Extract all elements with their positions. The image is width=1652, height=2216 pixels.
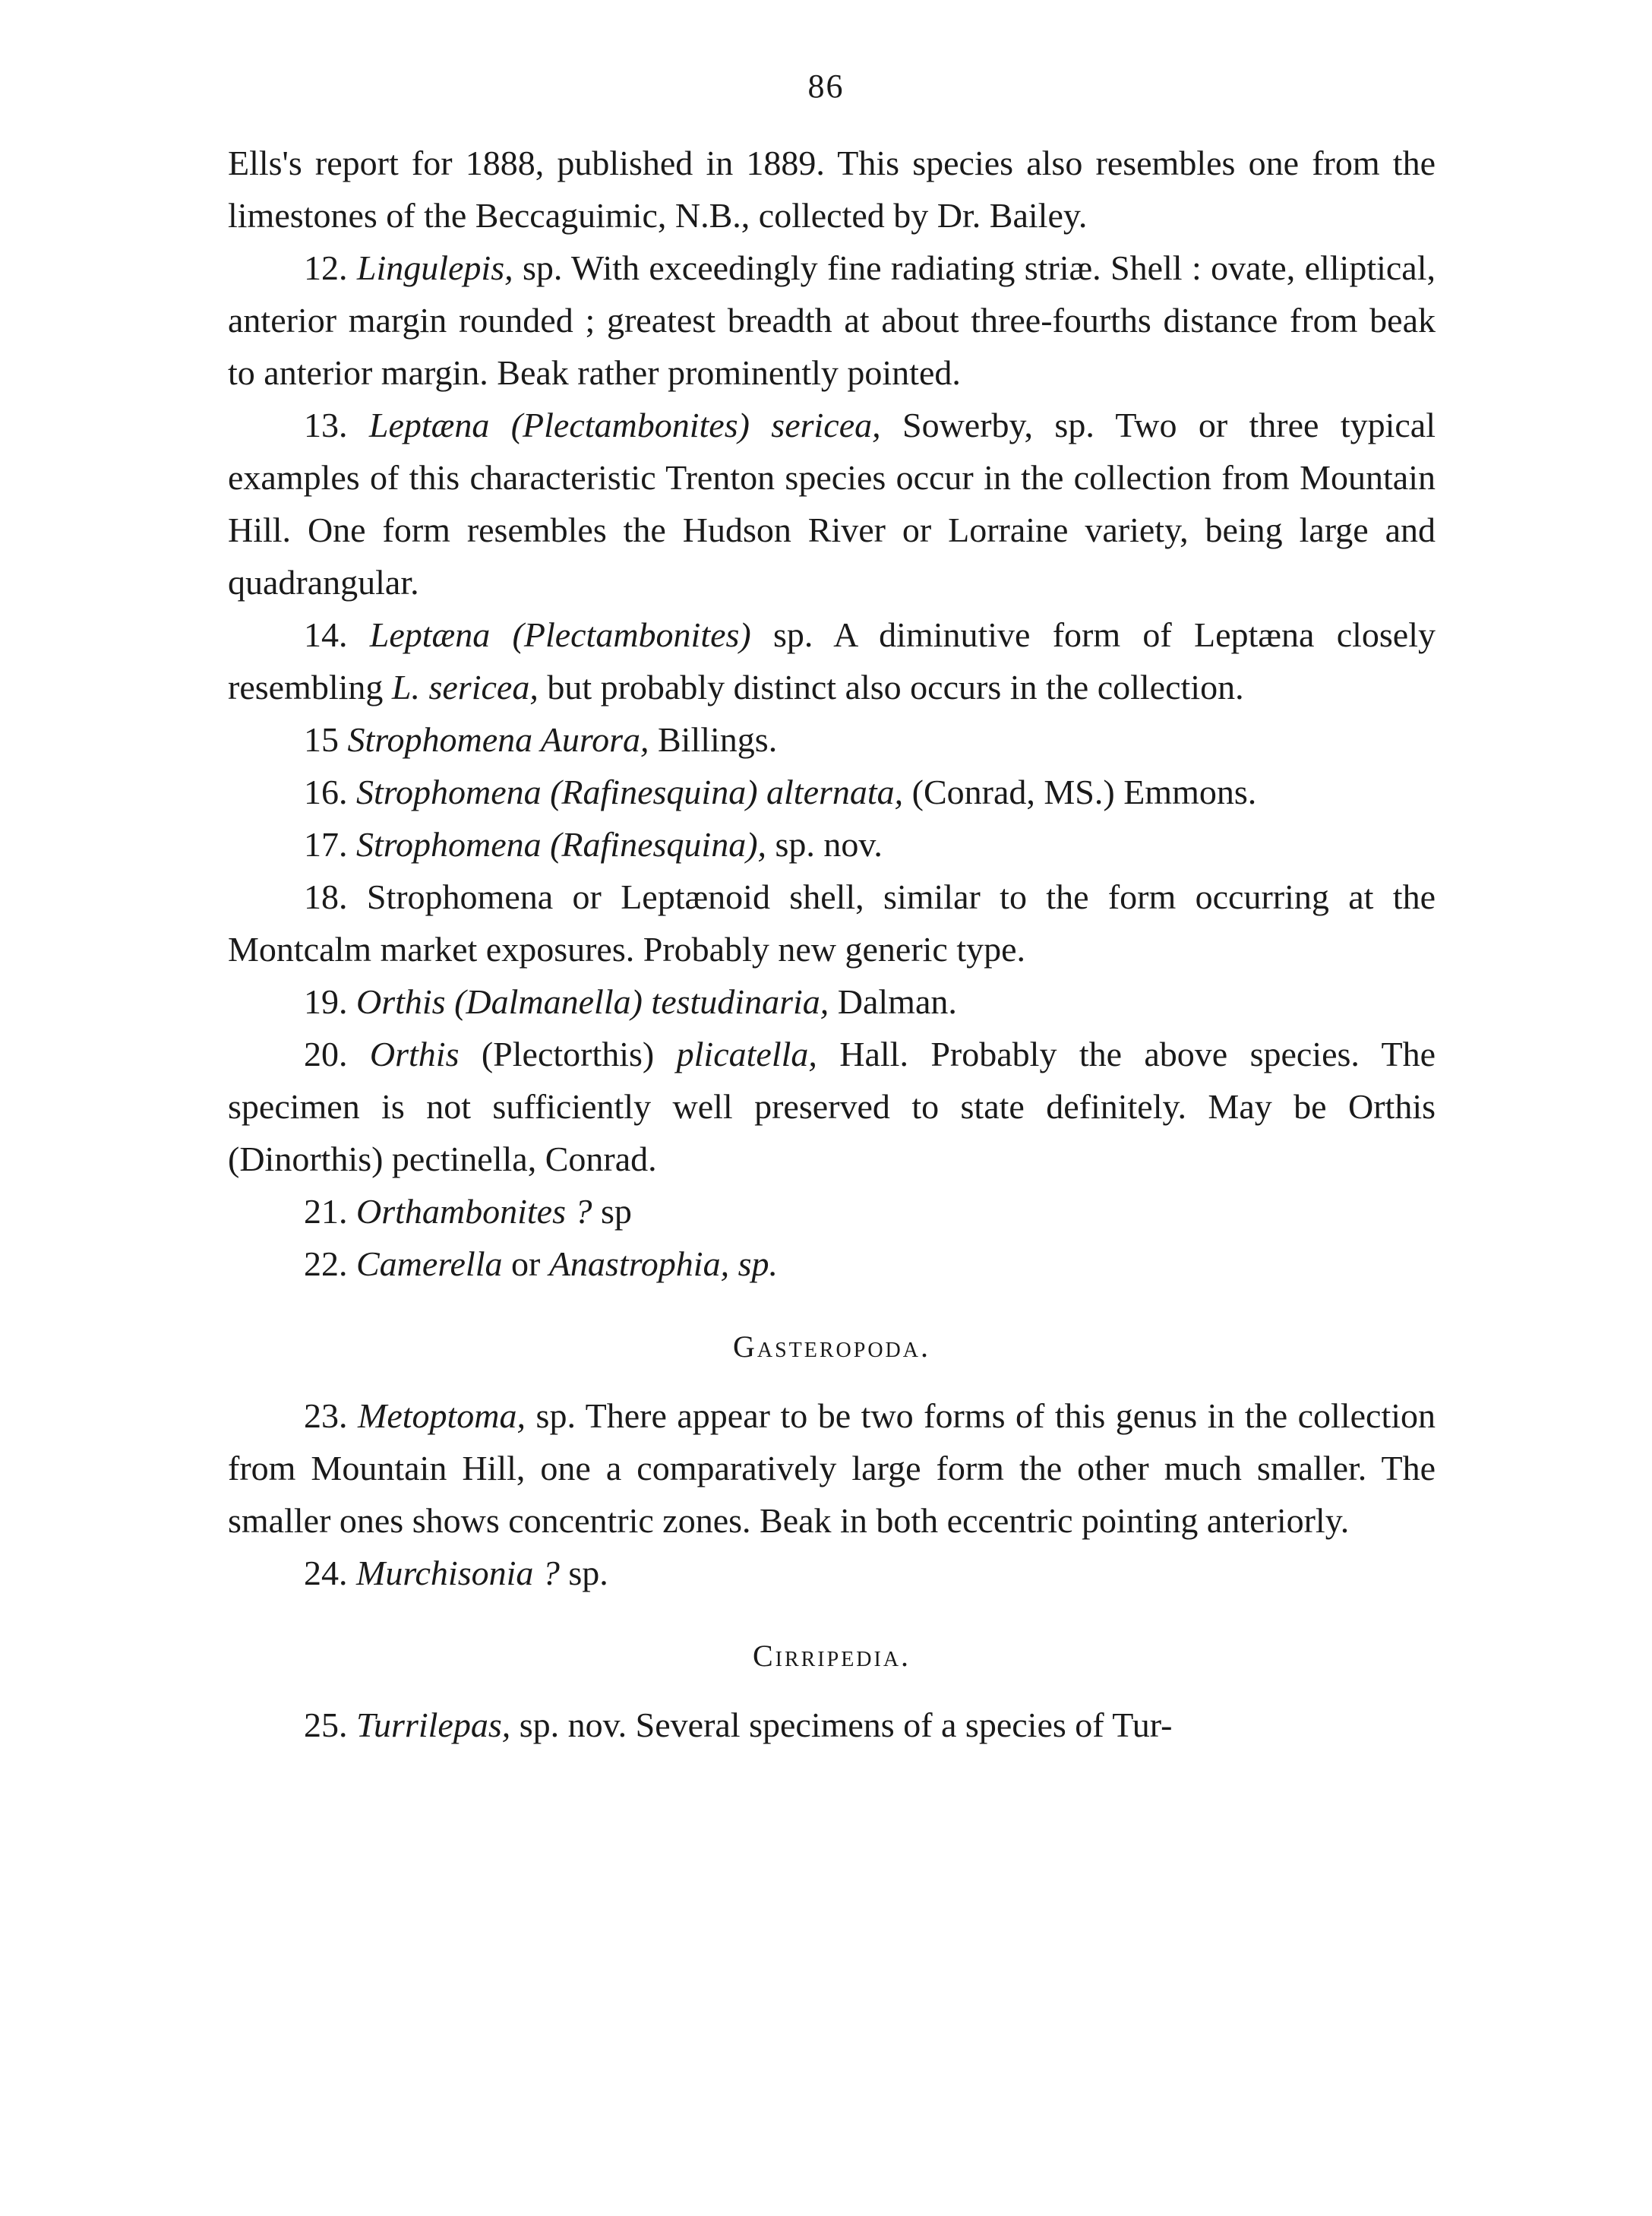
entry-text: sp: [592, 1192, 632, 1231]
entry-number: 23.: [304, 1396, 348, 1435]
entry-number: 25.: [304, 1705, 348, 1744]
taxon-name-secondary: Anastrophia, sp.: [548, 1244, 778, 1283]
entry-15: [228, 713, 1436, 766]
entry-number: 14.: [304, 615, 348, 654]
entry-number: 13.: [304, 406, 348, 444]
entry-21: [228, 1185, 1436, 1238]
taxon-name: Strophomena (Rafinesquina),: [356, 825, 767, 864]
entry-23: [228, 1389, 1436, 1547]
entry-text: sp. nov.: [766, 825, 883, 864]
taxon-name: Lingulepis,: [356, 248, 513, 287]
section-heading-cirripedia: Cirripedia.: [752, 1639, 911, 1673]
entry-text: (Plectorthis): [459, 1035, 677, 1073]
entry-18: [228, 871, 1436, 975]
taxon-name: Orthambonites ?: [356, 1192, 592, 1231]
entry-19: [228, 975, 1436, 1028]
entry-text: (Conrad, MS.) Emmons.: [903, 773, 1257, 811]
entry-13: [228, 399, 1436, 609]
entry-25: [228, 1699, 1436, 1751]
taxon-name: Leptæna (Plectambonites): [369, 615, 751, 654]
page-number: 86: [807, 68, 845, 105]
taxon-name: Strophomena Aurora,: [347, 720, 649, 759]
entry-17: [228, 818, 1436, 871]
entry-text-secondary: but probably distinct also occurs in the collection.: [538, 668, 1244, 707]
entry-16: [228, 766, 1436, 818]
taxon-name: Strophomena (Rafinesquina) alternata,: [356, 773, 904, 811]
entry-text: sp. A diminutive form of Leptæna closely resembling: [228, 615, 1436, 707]
entry-text: Billings.: [649, 720, 778, 759]
entry-text: sp. nov. Several specimens of a species of Tur-: [510, 1705, 1173, 1744]
taxon-name-secondary: plicatella,: [676, 1035, 817, 1073]
entry-number: 19.: [304, 982, 348, 1021]
entry-20: [228, 1028, 1436, 1185]
entry-text: Dalman.: [829, 982, 957, 1021]
entry-number: 24.: [304, 1554, 348, 1592]
taxon-name: Camerella: [356, 1244, 503, 1283]
entry-number: 21.: [304, 1192, 348, 1231]
entry-number: 18.: [304, 877, 348, 916]
entry-12: [228, 242, 1436, 399]
entry-text: sp. There appear to be two forms of this genus in the collection from Mountain Hill, one a comparatively large form the other much smaller. The smaller ones shows concentric zones. Beak in both eccentric pointing anteriorly.: [228, 1396, 1436, 1540]
taxon-name: Metoptoma,: [358, 1396, 526, 1435]
entry-text-secondary: Hall. Probably the above species. The specimen is not sufficiently well preserved to state definitely. May be Orthis (Dinorthis) pectinella, Conrad.: [228, 1035, 1436, 1178]
entry-number: 22.: [304, 1244, 348, 1283]
section-heading-gasteropoda: Gasteropoda.: [732, 1329, 931, 1364]
intro-paragraph: Ells's report for 1888, published in 1889. This species also resembles one from the limestones of the Beccaguimic, N.B., collected by Dr. Bailey.: [228, 144, 1436, 235]
entry-number: 20.: [304, 1035, 348, 1073]
entry-text: sp.: [559, 1554, 608, 1592]
entry-22: [228, 1238, 1436, 1290]
taxon-name: Murchisonia ?: [356, 1554, 560, 1592]
entry-number: 17.: [304, 825, 348, 864]
taxon-name-secondary: L. sericea,: [391, 668, 539, 707]
entry-24: [228, 1547, 1436, 1599]
entry-text: or: [502, 1244, 549, 1283]
taxon-name: Turrilepas,: [356, 1705, 511, 1744]
entry-number: 15: [304, 720, 339, 759]
page-body: [228, 137, 1436, 1751]
entry-text: Strophomena or Leptænoid shell, similar to the form occurring at the Montcalm market exposures. Probably new generic type.: [228, 877, 1436, 969]
entry-number: 12.: [304, 248, 348, 287]
entry-number: 16.: [304, 773, 348, 811]
taxon-name: Orthis: [369, 1035, 460, 1073]
taxon-name: Leptæna (Plectambonites) sericea,: [368, 406, 881, 444]
entry-text: Sowerby, sp. Two or three typical examples of this characteristic Trenton species occur in the collection from Mountain Hill. One form resembles the Hudson River or Lorraine variety, being large and quadrangular.: [228, 406, 1436, 602]
taxon-name: Orthis (Dalmanella) testudinaria,: [356, 982, 829, 1021]
entry-14: [228, 609, 1436, 713]
entry-text: sp. With exceedingly fine radiating striæ. Shell : ovate, elliptical, anterior margin rounded ; greatest breadth at about three-fourths distance from beak to anterior margin. Beak rather prominently pointed.: [228, 248, 1436, 392]
